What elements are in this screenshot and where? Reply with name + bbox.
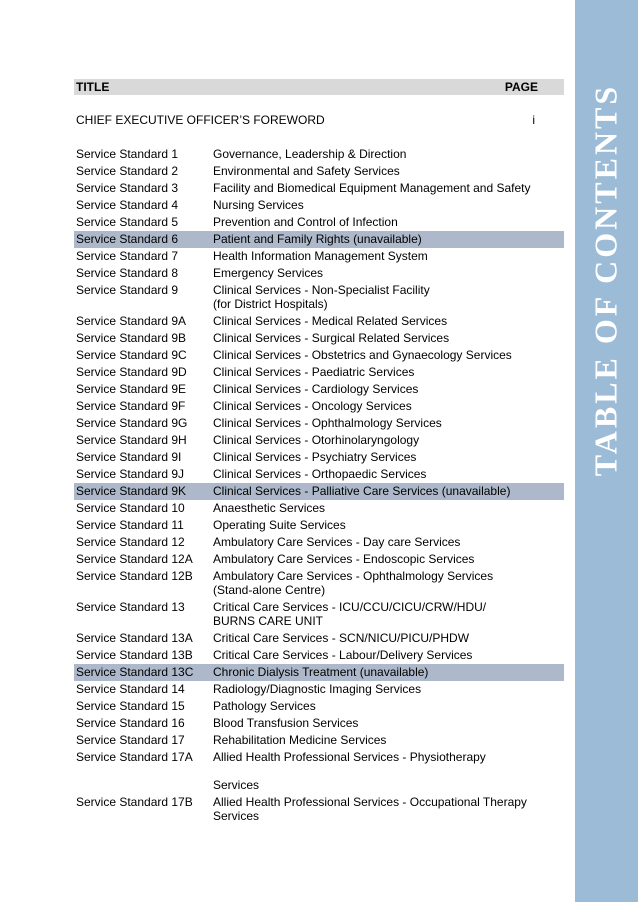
service-standard-title: Pathology Services — [213, 699, 316, 713]
service-standard-number: Service Standard 13 — [76, 600, 185, 614]
foreword-page: i — [532, 113, 535, 127]
service-standard-number: Service Standard 9B — [76, 331, 187, 345]
toc-row[interactable] — [74, 432, 564, 449]
toc-row[interactable] — [74, 534, 564, 551]
toc-row[interactable] — [74, 282, 564, 313]
service-standard-title: Anaesthetic Services — [213, 501, 326, 515]
service-standard-number: Service Standard 15 — [76, 699, 185, 713]
toc-row[interactable] — [74, 681, 564, 698]
toc-row[interactable] — [74, 197, 564, 214]
service-standard-number: Service Standard 10 — [76, 501, 185, 515]
service-standard-title: Rehabilitation Medicine Services — [213, 733, 387, 747]
service-standard-title: Clinical Services - Paediatric Services — [213, 365, 415, 379]
service-standard-title: Clinical Services - Otorhinolaryngology — [213, 433, 420, 447]
service-standard-title: Clinical Services - Non-Specialist Facility (for District Hospitals) — [213, 283, 430, 311]
toc-row[interactable] — [74, 248, 564, 265]
toc-row[interactable] — [74, 231, 564, 248]
service-standard-number: Service Standard 9C — [76, 348, 187, 362]
service-standard-number: Service Standard 9J — [76, 467, 185, 481]
service-standard-number: Service Standard 13A — [76, 631, 193, 645]
header-page: PAGE — [504, 80, 538, 94]
toc-row[interactable] — [74, 364, 564, 381]
service-standard-title: Clinical Services - Obstetrics and Gynaecology Services — [213, 348, 512, 362]
service-standard-title: Clinical Services - Surgical Related Services — [213, 331, 450, 345]
toc-row[interactable] — [74, 483, 564, 500]
service-standard-number: Service Standard 2 — [76, 164, 179, 178]
service-standard-title: Clinical Services - Ophthalmology Services — [213, 416, 442, 430]
service-standard-title: Environmental and Safety Services — [213, 164, 400, 178]
service-standard-title: Emergency Services — [213, 266, 324, 280]
toc-row[interactable] — [74, 398, 564, 415]
service-standard-number: Service Standard 9D — [76, 365, 187, 379]
service-standard-title: Patient and Family Rights (unavailable) — [213, 232, 422, 246]
service-standard-title: Blood Transfusion Services — [213, 716, 359, 730]
toc-row[interactable] — [74, 715, 564, 732]
service-standard-title: Ambulatory Care Services - Ophthalmology Services (Stand-alone Centre) — [213, 569, 494, 597]
service-standard-title: Nursing Services — [213, 198, 304, 212]
service-standard-title: Allied Health Professional Services - Physiotherapy Services — [213, 750, 486, 792]
service-standard-number: Service Standard 4 — [76, 198, 179, 212]
service-standard-number: Service Standard 13B — [76, 648, 193, 662]
toc-row[interactable] — [74, 500, 564, 517]
service-standard-number: Service Standard 14 — [76, 682, 185, 696]
service-standard-number: Service Standard 8 — [76, 266, 179, 280]
service-standard-title: Ambulatory Care Services - Endoscopic Services — [213, 552, 475, 566]
service-standard-number: Service Standard 1 — [76, 147, 179, 161]
service-standard-title: Critical Care Services - SCN/NICU/PICU/PHDW — [213, 631, 470, 645]
foreword-label: CHIEF EXECUTIVE OFFICER’S FOREWORD — [76, 113, 325, 127]
service-standard-number: Service Standard 12 — [76, 535, 185, 549]
toc-row[interactable] — [74, 313, 564, 330]
service-standard-number: Service Standard 11 — [76, 518, 184, 532]
toc-row[interactable] — [74, 664, 564, 681]
toc-header — [74, 79, 564, 95]
toc-row[interactable] — [74, 449, 564, 466]
service-standard-number: Service Standard 5 — [76, 215, 179, 229]
service-standard-title: Governance, Leadership & Direction — [213, 147, 407, 161]
service-standard-number: Service Standard 16 — [76, 716, 185, 730]
service-standard-number: Service Standard 9I — [76, 450, 182, 464]
toc-list — [74, 146, 564, 825]
foreword-entry[interactable] — [76, 113, 538, 127]
service-standard-number: Service Standard 9 — [76, 283, 179, 297]
toc-row[interactable] — [74, 732, 564, 749]
header-title: TITLE — [76, 80, 110, 94]
toc-row[interactable] — [74, 146, 564, 163]
service-standard-title: Critical Care Services - Labour/Delivery Services — [213, 648, 473, 662]
service-standard-number: Service Standard 6 — [76, 232, 179, 246]
toc-row[interactable] — [74, 330, 564, 347]
service-standard-number: Service Standard 9G — [76, 416, 188, 430]
service-standard-number: Service Standard 9A — [76, 314, 187, 328]
service-standard-number: Service Standard 17B — [76, 795, 193, 809]
side-title: TABLE OF CONTENTS — [587, 83, 624, 477]
toc-row[interactable] — [74, 466, 564, 483]
service-standard-title: Clinical Services - Orthopaedic Services — [213, 467, 427, 481]
service-standard-title: Clinical Services - Psychiatry Services — [213, 450, 417, 464]
service-standard-number: Service Standard 9F — [76, 399, 186, 413]
service-standard-title: Chronic Dialysis Treatment (unavailable) — [213, 665, 429, 679]
service-standard-number: Service Standard 17 — [76, 733, 185, 747]
toc-row[interactable] — [74, 794, 564, 825]
service-standard-title: Ambulatory Care Services - Day care Services — [213, 535, 461, 549]
service-standard-title: Allied Health Professional Services - Occupational Therapy Services — [213, 795, 527, 823]
service-standard-title: Critical Care Services - ICU/CCU/CICU/CRW/HDU/ BURNS CARE UNIT — [213, 600, 487, 628]
service-standard-title: Operating Suite Services — [213, 518, 346, 532]
toc-row[interactable] — [74, 214, 564, 231]
toc-row[interactable] — [74, 415, 564, 432]
toc-row[interactable] — [74, 517, 564, 534]
service-standard-number: Service Standard 9E — [76, 382, 187, 396]
service-standard-number: Service Standard 17A — [76, 750, 193, 764]
toc-row[interactable] — [74, 698, 564, 715]
toc-row[interactable] — [74, 630, 564, 647]
toc-row[interactable] — [74, 347, 564, 364]
toc-row[interactable] — [74, 599, 564, 630]
toc-row[interactable] — [74, 381, 564, 398]
toc-row[interactable] — [74, 180, 564, 197]
toc-row[interactable] — [74, 551, 564, 568]
service-standard-title: Facility and Biomedical Equipment Management and Safety — [213, 181, 531, 195]
toc-row[interactable] — [74, 647, 564, 664]
service-standard-number: Service Standard 12A — [76, 552, 193, 566]
service-standard-number: Service Standard 7 — [76, 249, 179, 263]
service-standard-number: Service Standard 13C — [76, 665, 194, 679]
service-standard-title: Clinical Services - Medical Related Services — [213, 314, 448, 328]
service-standard-title: Clinical Services - Cardiology Services — [213, 382, 419, 396]
service-standard-title: Health Information Management System — [213, 249, 428, 263]
service-standard-title: Radiology/Diagnostic Imaging Services — [213, 682, 422, 696]
toc-row[interactable] — [74, 749, 564, 794]
service-standard-number: Service Standard 9H — [76, 433, 187, 447]
service-standard-number: Service Standard 9K — [76, 484, 187, 498]
toc-row[interactable] — [74, 568, 564, 599]
service-standard-title: Clinical Services - Palliative Care Services (unavailable) — [213, 484, 511, 498]
service-standard-title: Clinical Services - Oncology Services — [213, 399, 412, 413]
toc-row[interactable] — [74, 163, 564, 180]
service-standard-number: Service Standard 3 — [76, 181, 179, 195]
toc-row[interactable] — [74, 265, 564, 282]
service-standard-title: Prevention and Control of Infection — [213, 215, 398, 229]
service-standard-number: Service Standard 12B — [76, 569, 193, 583]
